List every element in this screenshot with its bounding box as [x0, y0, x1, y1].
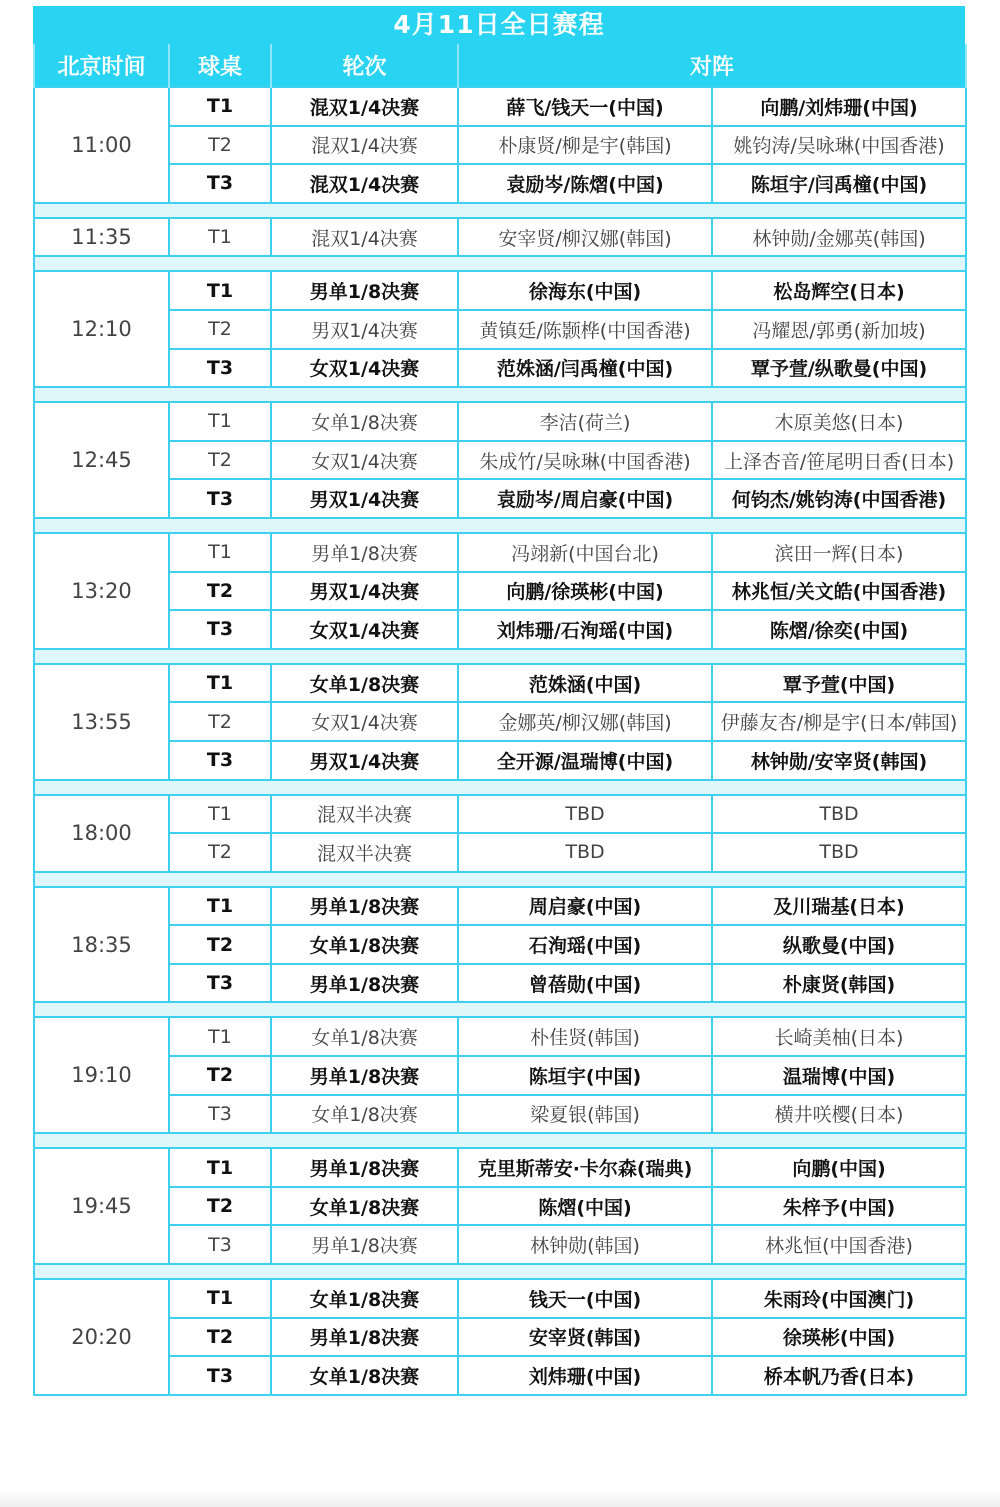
player-a-cell: 陈垣宇(中国)	[458, 1056, 712, 1095]
header-table: 球桌	[169, 44, 271, 87]
player-b-cell: 覃予萱(中国)	[712, 664, 966, 703]
table-cell: T3	[169, 1225, 271, 1264]
round-cell: 女单1/8决赛	[271, 1017, 458, 1056]
round-cell: 混双1/4决赛	[271, 126, 458, 165]
round-cell: 男双1/4决赛	[271, 310, 458, 349]
table-cell: T1	[169, 87, 271, 126]
player-b-cell: 滨田一辉(日本)	[712, 533, 966, 572]
schedule-body	[34, 87, 966, 1395]
round-cell: 男单1/8决赛	[271, 887, 458, 926]
player-a-cell: 薛飞/钱天一(中国)	[458, 87, 712, 126]
table-cell: T2	[169, 441, 271, 480]
table-cell: T3	[169, 964, 271, 1003]
player-b-cell: 林兆恒(中国香港)	[712, 1225, 966, 1264]
player-a-cell: 袁励岑/周启豪(中国)	[458, 479, 712, 518]
player-a-cell: 刘炜珊/石洵瑶(中国)	[458, 610, 712, 649]
table-cell: T1	[169, 533, 271, 572]
time-cell: 19:45	[34, 1148, 169, 1264]
player-a-cell: TBD	[458, 795, 712, 834]
round-cell: 女单1/8决赛	[271, 1356, 458, 1395]
round-cell: 男双1/4决赛	[271, 572, 458, 611]
table-cell: T1	[169, 1148, 271, 1187]
round-cell: 女单1/8决赛	[271, 1279, 458, 1318]
player-b-cell: TBD	[712, 795, 966, 834]
round-cell: 混双半决赛	[271, 833, 458, 872]
table-cell: T3	[169, 741, 271, 780]
player-b-cell: 伊藤友杏/柳是宇(日本/韩国)	[712, 702, 966, 741]
player-b-cell: 向鹏/刘炜珊(中国)	[712, 87, 966, 126]
player-a-cell: 刘炜珊(中国)	[458, 1356, 712, 1395]
match-row	[34, 164, 966, 203]
player-a-cell: 黄镇廷/陈颢桦(中国香港)	[458, 310, 712, 349]
table-cell: T1	[169, 795, 271, 834]
round-cell: 男双1/4决赛	[271, 741, 458, 780]
player-a-cell: 李洁(荷兰)	[458, 402, 712, 441]
player-b-cell: 横井咲樱(日本)	[712, 1095, 966, 1134]
player-a-cell: 朴佳贤(韩国)	[458, 1017, 712, 1056]
match-row	[34, 1187, 966, 1226]
table-cell: T1	[169, 218, 271, 257]
round-cell: 男单1/8决赛	[271, 1318, 458, 1357]
time-cell: 12:45	[34, 402, 169, 518]
player-b-cell: 及川瑞基(日本)	[712, 887, 966, 926]
time-cell: 20:20	[34, 1279, 169, 1395]
player-b-cell: 纵歌曼(中国)	[712, 925, 966, 964]
match-row	[34, 441, 966, 480]
match-row	[34, 271, 966, 310]
table-cell: T2	[169, 1056, 271, 1095]
bottom-shadow	[0, 1490, 1000, 1507]
match-row	[34, 1017, 966, 1056]
table-cell: T1	[169, 1279, 271, 1318]
table-cell: T2	[169, 833, 271, 872]
match-row	[34, 218, 966, 257]
player-b-cell: 朱梓予(中国)	[712, 1187, 966, 1226]
match-row	[34, 1225, 966, 1264]
player-a-cell: 范姝涵(中国)	[458, 664, 712, 703]
round-cell: 女单1/8决赛	[271, 1187, 458, 1226]
slot-separator	[34, 872, 966, 887]
round-cell: 混双1/4决赛	[271, 87, 458, 126]
round-cell: 女双1/4决赛	[271, 610, 458, 649]
schedule-table	[33, 44, 967, 1396]
player-b-cell: 陈垣宇/闫禹橦(中国)	[712, 164, 966, 203]
player-a-cell: 徐海东(中国)	[458, 271, 712, 310]
round-cell: 女双1/4决赛	[271, 702, 458, 741]
separator-cell	[34, 780, 966, 795]
player-a-cell: 袁励岑/陈熠(中国)	[458, 164, 712, 203]
player-b-cell: 林钟勋/安宰贤(韩国)	[712, 741, 966, 780]
match-row	[34, 1279, 966, 1318]
header-row	[34, 44, 966, 87]
separator-cell	[34, 1133, 966, 1148]
round-cell: 混双1/4决赛	[271, 164, 458, 203]
match-row	[34, 887, 966, 926]
time-cell: 18:00	[34, 795, 169, 872]
table-cell: T2	[169, 310, 271, 349]
match-row	[34, 572, 966, 611]
round-cell: 女双1/4决赛	[271, 349, 458, 388]
table-cell: T2	[169, 1187, 271, 1226]
table-cell: T1	[169, 1017, 271, 1056]
match-row	[34, 87, 966, 126]
player-a-cell: 梁夏银(韩国)	[458, 1095, 712, 1134]
player-b-cell: 何钧杰/姚钧涛(中国香港)	[712, 479, 966, 518]
player-b-cell: 上泽杏音/笹尾明日香(日本)	[712, 441, 966, 480]
slot-separator	[34, 518, 966, 533]
round-cell: 混双1/4决赛	[271, 218, 458, 257]
player-a-cell: 安宰贤(韩国)	[458, 1318, 712, 1357]
player-b-cell: 姚钧涛/吴咏琳(中国香港)	[712, 126, 966, 165]
table-cell: T1	[169, 271, 271, 310]
separator-cell	[34, 203, 966, 218]
player-b-cell: 徐瑛彬(中国)	[712, 1318, 966, 1357]
player-b-cell: 陈熠/徐奕(中国)	[712, 610, 966, 649]
table-cell: T1	[169, 664, 271, 703]
match-row	[34, 126, 966, 165]
table-cell: T3	[169, 1356, 271, 1395]
table-cell: T2	[169, 925, 271, 964]
table-cell: T2	[169, 572, 271, 611]
table-cell: T3	[169, 610, 271, 649]
match-row	[34, 402, 966, 441]
match-row	[34, 702, 966, 741]
time-cell: 13:55	[34, 664, 169, 780]
match-row	[34, 1095, 966, 1134]
table-cell: T1	[169, 887, 271, 926]
player-a-cell: 林钟勋(韩国)	[458, 1225, 712, 1264]
separator-cell	[34, 1002, 966, 1017]
match-row	[34, 310, 966, 349]
table-cell: T2	[169, 702, 271, 741]
time-cell: 11:35	[34, 218, 169, 257]
table-cell: T3	[169, 1095, 271, 1134]
slot-separator	[34, 203, 966, 218]
round-cell: 混双半决赛	[271, 795, 458, 834]
player-b-cell: 朱雨玲(中国澳门)	[712, 1279, 966, 1318]
player-b-cell: 林兆恒/关文皓(中国香港)	[712, 572, 966, 611]
separator-cell	[34, 518, 966, 533]
round-cell: 男单1/8决赛	[271, 1225, 458, 1264]
match-row	[34, 964, 966, 1003]
time-cell: 12:10	[34, 271, 169, 387]
slot-separator	[34, 1264, 966, 1279]
match-row	[34, 610, 966, 649]
match-row	[34, 741, 966, 780]
match-row	[34, 925, 966, 964]
match-row	[34, 795, 966, 834]
header-round: 轮次	[271, 44, 458, 87]
round-cell: 女单1/8决赛	[271, 664, 458, 703]
round-cell: 女单1/8决赛	[271, 402, 458, 441]
player-a-cell: 钱天一(中国)	[458, 1279, 712, 1318]
separator-cell	[34, 872, 966, 887]
player-b-cell: 冯耀恩/郭勇(新加坡)	[712, 310, 966, 349]
separator-cell	[34, 256, 966, 271]
separator-cell	[34, 1264, 966, 1279]
player-b-cell: 林钟勋/金娜英(韩国)	[712, 218, 966, 257]
match-row	[34, 1356, 966, 1395]
match-row	[34, 349, 966, 388]
player-b-cell: TBD	[712, 833, 966, 872]
header-matchup: 对阵	[458, 44, 966, 87]
player-b-cell: 长崎美柚(日本)	[712, 1017, 966, 1056]
table-cell: T1	[169, 402, 271, 441]
slot-separator	[34, 256, 966, 271]
round-cell: 男双1/4决赛	[271, 479, 458, 518]
player-a-cell: 向鹏/徐瑛彬(中国)	[458, 572, 712, 611]
player-a-cell: 周启豪(中国)	[458, 887, 712, 926]
player-a-cell: 曾蓓勋(中国)	[458, 964, 712, 1003]
slot-separator	[34, 780, 966, 795]
time-cell: 18:35	[34, 887, 169, 1003]
slot-separator	[34, 387, 966, 402]
header-time: 北京时间	[34, 44, 169, 87]
separator-cell	[34, 387, 966, 402]
round-cell: 男单1/8决赛	[271, 964, 458, 1003]
player-a-cell: 范姝涵/闫禹橦(中国)	[458, 349, 712, 388]
player-a-cell: 朱成竹/吴咏琳(中国香港)	[458, 441, 712, 480]
player-a-cell: 冯翊新(中国台北)	[458, 533, 712, 572]
schedule-title: 4月11日全日赛程	[33, 6, 965, 44]
match-row	[34, 1056, 966, 1095]
separator-cell	[34, 649, 966, 664]
slot-separator	[34, 1133, 966, 1148]
match-row	[34, 479, 966, 518]
round-cell: 男单1/8决赛	[271, 1148, 458, 1187]
time-cell: 13:20	[34, 533, 169, 649]
player-b-cell: 朴康贤(韩国)	[712, 964, 966, 1003]
player-a-cell: 全开源/温瑞博(中国)	[458, 741, 712, 780]
player-a-cell: 陈熠(中国)	[458, 1187, 712, 1226]
table-cell: T3	[169, 349, 271, 388]
round-cell: 男单1/8决赛	[271, 533, 458, 572]
player-b-cell: 木原美悠(日本)	[712, 402, 966, 441]
player-a-cell: 安宰贤/柳汉娜(韩国)	[458, 218, 712, 257]
table-cell: T3	[169, 479, 271, 518]
match-row	[34, 1148, 966, 1187]
player-b-cell: 向鹏(中国)	[712, 1148, 966, 1187]
match-row	[34, 533, 966, 572]
player-a-cell: 克里斯蒂安·卡尔森(瑞典)	[458, 1148, 712, 1187]
player-a-cell: 朴康贤/柳是宇(韩国)	[458, 126, 712, 165]
player-a-cell: 石洵瑶(中国)	[458, 925, 712, 964]
slot-separator	[34, 1002, 966, 1017]
player-b-cell: 桥本帆乃香(日本)	[712, 1356, 966, 1395]
round-cell: 女单1/8决赛	[271, 1095, 458, 1134]
slot-separator	[34, 649, 966, 664]
match-row	[34, 1318, 966, 1357]
match-row	[34, 664, 966, 703]
table-cell: T2	[169, 126, 271, 165]
table-cell: T3	[169, 164, 271, 203]
round-cell: 男单1/8决赛	[271, 1056, 458, 1095]
round-cell: 男单1/8决赛	[271, 271, 458, 310]
player-b-cell: 松岛辉空(日本)	[712, 271, 966, 310]
player-b-cell: 温瑞博(中国)	[712, 1056, 966, 1095]
round-cell: 女双1/4决赛	[271, 441, 458, 480]
table-cell: T2	[169, 1318, 271, 1357]
match-row	[34, 833, 966, 872]
player-a-cell: TBD	[458, 833, 712, 872]
round-cell: 女单1/8决赛	[271, 925, 458, 964]
player-a-cell: 金娜英/柳汉娜(韩国)	[458, 702, 712, 741]
time-cell: 19:10	[34, 1017, 169, 1133]
player-b-cell: 覃予萱/纵歌曼(中国)	[712, 349, 966, 388]
time-cell: 11:00	[34, 87, 169, 203]
schedule-sheet	[33, 6, 965, 1396]
